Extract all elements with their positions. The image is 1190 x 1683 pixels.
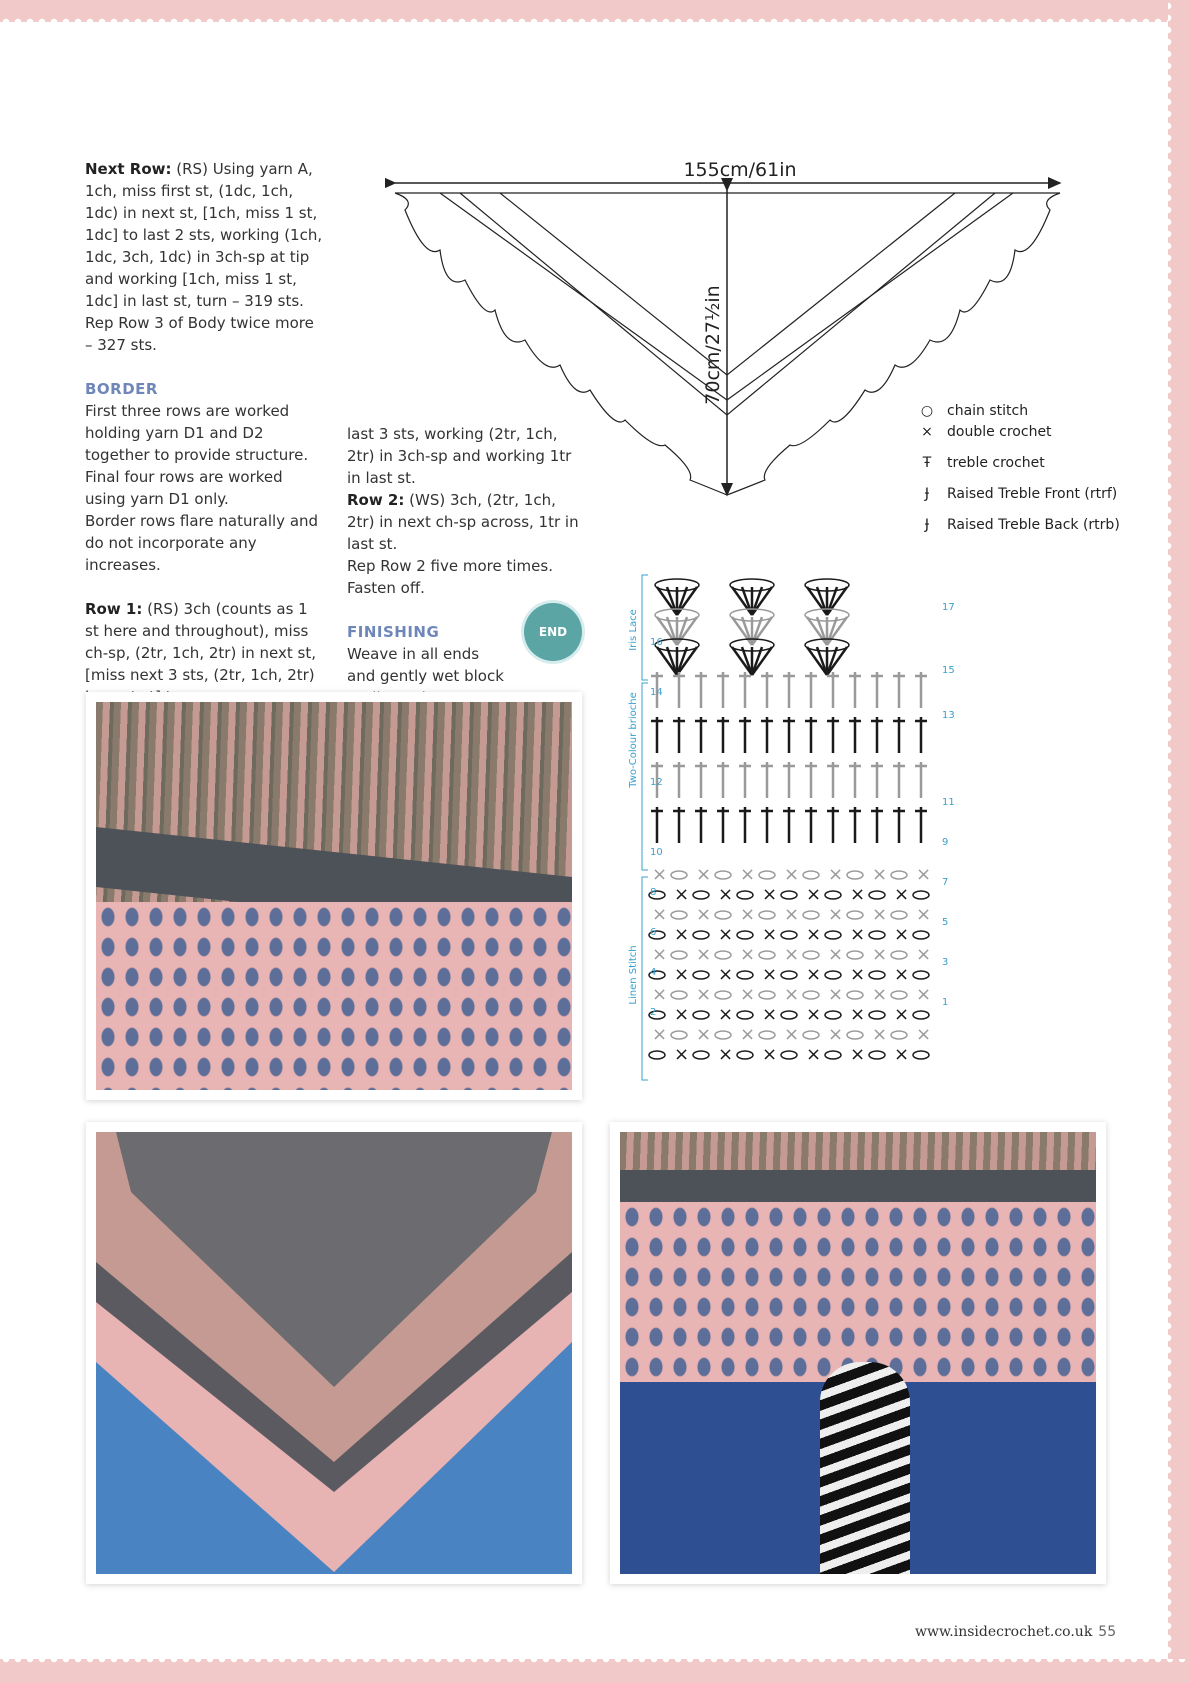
linen-chain-mark [737, 971, 753, 979]
linen-chain-mark [781, 891, 797, 899]
legend-label-treble: treble crochet [947, 455, 1045, 471]
linen-dc-mark: × [740, 904, 756, 925]
linen-chain-mark [693, 931, 709, 939]
linen-dc-mark: × [806, 964, 822, 985]
treble-crochet-symbol-icon: Ŧ [922, 455, 932, 471]
linen-chain-mark [869, 1051, 885, 1059]
linen-chain-mark [671, 951, 687, 959]
section-brackets [642, 575, 648, 1080]
linen-chain-mark [847, 871, 863, 879]
next-row-text: (RS) Using yarn A, 1ch, miss first st, (1dc, 1ch, 1dc) in next st, [1ch, miss 1 st, 1dc] to last 2 sts, working (1ch, 1dc, 3ch, 1dc) in 3ch-sp at tip and working [1ch, miss 1 st, 1dc] in last st, turn – 319 sts. [85, 160, 323, 310]
linen-dc-mark: × [652, 944, 668, 965]
row-number-left: 2 [650, 1007, 657, 1018]
linen-chain-mark [913, 1011, 929, 1019]
linen-chain-mark [825, 1051, 841, 1059]
linen-chain-mark [781, 1051, 797, 1059]
linen-dc-mark: × [872, 864, 888, 885]
linen-dc-mark: × [894, 1044, 910, 1065]
linen-dc-mark: × [916, 984, 932, 1005]
page-footer [915, 1624, 1116, 1640]
linen-chain-mark [693, 891, 709, 899]
linen-chain-mark [803, 991, 819, 999]
row2-label: Row 2: [347, 491, 405, 509]
linen-chain-mark [781, 971, 797, 979]
linen-dc-mark: × [828, 944, 844, 965]
linen-chain-mark [891, 911, 907, 919]
next-row-paragraph [85, 158, 325, 312]
linen-dc-mark: × [784, 864, 800, 885]
next-row-label: Next Row: [85, 160, 172, 178]
linen-dc-mark: × [696, 904, 712, 925]
linen-dc-mark: × [850, 884, 866, 905]
linen-chain-mark [671, 1031, 687, 1039]
linen-dc-mark: × [872, 1024, 888, 1045]
linen-dc-mark: × [674, 924, 690, 945]
linen-dc-mark: × [674, 884, 690, 905]
row-number-left: 14 [650, 687, 663, 698]
legend-label-rtrf: Raised Treble Front (rtrf) [947, 486, 1118, 502]
linen-dc-mark: × [784, 944, 800, 965]
row-number-right: 11 [942, 797, 955, 808]
border-paragraph-2: Final four rows are worked using yarn D1 only. [85, 468, 283, 508]
linen-dc-mark: × [718, 924, 734, 945]
linen-chain-mark [781, 1011, 797, 1019]
linen-dc-mark: × [850, 924, 866, 945]
linen-dc-mark: × [674, 964, 690, 985]
linen-dc-mark: × [784, 984, 800, 1005]
linen-dc-mark: × [916, 864, 932, 885]
photo-shawl-point-frame [86, 1122, 582, 1584]
double-crochet-symbol-icon: × [921, 424, 933, 440]
row-number-right: 5 [942, 917, 949, 928]
linen-chain-mark [759, 951, 775, 959]
linen-dc-mark: × [828, 1024, 844, 1045]
top-scalloped-border [0, 0, 1190, 22]
linen-chain-mark [671, 911, 687, 919]
stitch-legend [915, 400, 1125, 545]
finishing-heading: FINISHING [347, 623, 440, 641]
linen-dc-mark: × [916, 944, 932, 965]
linen-chain-mark [649, 1051, 665, 1059]
linen-chain-mark [913, 931, 929, 939]
linen-dc-mark: × [740, 864, 756, 885]
section-label-linen: Linen Stitch [628, 945, 639, 1005]
row-number-right: 7 [942, 877, 949, 888]
linen-dc-mark: × [828, 864, 844, 885]
linen-chain-mark [671, 991, 687, 999]
linen-dc-mark: × [762, 884, 778, 905]
linen-dc-mark: × [850, 964, 866, 985]
linen-chain-mark [891, 1031, 907, 1039]
linen-chain-mark [737, 891, 753, 899]
section-label-brioche: Two-Colour brioche [628, 692, 639, 788]
linen-dc-mark: × [652, 904, 668, 925]
linen-chain-mark [869, 931, 885, 939]
row-number-left: 4 [650, 967, 657, 978]
legend-label-chain: chain stitch [947, 403, 1029, 419]
bottom-scalloped-border [0, 1659, 1190, 1683]
border-heading: BORDER [85, 380, 158, 398]
linen-chain-mark [847, 1031, 863, 1039]
linen-dc-mark: × [916, 904, 932, 925]
linen-chain-mark [913, 891, 929, 899]
legend-label-rtrb: Raised Treble Back (rtrb) [947, 517, 1120, 533]
photo-worn-shawl [620, 1132, 1096, 1574]
linen-dc-mark: × [652, 864, 668, 885]
rep-row2-text: Rep Row 2 five more times. [347, 557, 553, 575]
linen-dc-mark: × [894, 924, 910, 945]
linen-dc-mark: × [652, 984, 668, 1005]
linen-dc-mark: × [850, 1004, 866, 1025]
linen-chain-mark [715, 1031, 731, 1039]
border-paragraph-1: First three rows are worked holding yarn D1 and D2 together to provide structure. [85, 402, 309, 464]
shawl-point-graphic [96, 1132, 572, 1574]
linen-chain-mark [737, 931, 753, 939]
linen-chain-mark [891, 951, 907, 959]
row2-text: (WS) 3ch, (2tr, 1ch, 2tr) in next ch-sp across, 1tr in last st. [347, 491, 579, 553]
linen-chain-mark [759, 871, 775, 879]
legend-item-double [915, 421, 1125, 443]
linen-dc-mark: × [828, 984, 844, 1005]
linen-chain-mark [847, 991, 863, 999]
linen-dc-mark: × [696, 984, 712, 1005]
row-number-right: 9 [942, 837, 949, 848]
linen-dc-mark: × [872, 984, 888, 1005]
linen-dc-mark: × [718, 1004, 734, 1025]
linen-chain-mark [825, 1011, 841, 1019]
linen-dc-mark: × [894, 884, 910, 905]
linen-chain-mark [869, 891, 885, 899]
linen-dc-mark: × [806, 884, 822, 905]
linen-dc-mark: × [696, 1024, 712, 1045]
legend-item-chain [915, 400, 1125, 422]
row-number-right: 1 [942, 997, 949, 1008]
legend-item-rtrb [915, 514, 1125, 536]
width-label: 155cm/61in [683, 159, 797, 181]
section-label-iris-lace: Iris Lace [628, 609, 639, 651]
linen-chain-mark [825, 971, 841, 979]
linen-dc-mark: × [674, 1004, 690, 1025]
row-number-right: 3 [942, 957, 949, 968]
linen-dc-mark: × [872, 904, 888, 925]
row-number-left: 6 [650, 927, 657, 938]
linen-dc-mark: × [916, 1024, 932, 1045]
linen-dc-mark: × [696, 864, 712, 885]
raised-treble-back-symbol-icon: Ɉ [924, 517, 930, 533]
linen-chain-mark [693, 971, 709, 979]
linen-chain-mark [803, 951, 819, 959]
linen-chain-mark [891, 991, 907, 999]
footer-url: www.insidecrochet.co.uk [915, 1624, 1093, 1640]
photo-worn-shawl-frame [610, 1122, 1106, 1584]
linen-chain-mark [869, 971, 885, 979]
chart-stitch-marks [649, 579, 931, 1065]
linen-chain-mark [693, 1051, 709, 1059]
linen-chain-mark [913, 971, 929, 979]
linen-chain-mark [825, 891, 841, 899]
page-number: 55 [1098, 1624, 1117, 1640]
legend-label-double: double crochet [947, 424, 1052, 440]
legend-item-rtrf [915, 483, 1125, 505]
stitch-chart [612, 555, 967, 1095]
linen-chain-mark [825, 931, 841, 939]
photo-border-closeup [96, 702, 572, 1090]
linen-dc-mark: × [718, 1044, 734, 1065]
rep-row-text: Rep Row 3 of Body twice more – 327 sts. [85, 314, 314, 354]
linen-chain-mark [891, 871, 907, 879]
linen-dc-mark: × [674, 1044, 690, 1065]
continuation-text: last 3 sts, working (2tr, 1ch, 2tr) in 3ch-sp and working 1tr in last st. [347, 425, 572, 487]
row-number-left: 12 [650, 777, 663, 788]
linen-dc-mark: × [806, 1004, 822, 1025]
linen-chain-mark [869, 1011, 885, 1019]
row-number-right: 13 [942, 710, 955, 721]
row1-label: Row 1: [85, 600, 143, 618]
linen-dc-mark: × [894, 964, 910, 985]
row1-text: (RS) 3ch (counts as 1 st here and throughout), miss ch-sp, (2tr, 1ch, 2tr) in next st, [miss next 3 sts, (2tr, 1ch, 2tr) [85, 600, 316, 684]
legend-item-treble [915, 452, 1125, 474]
linen-dc-mark: × [850, 1044, 866, 1065]
raised-treble-front-symbol-icon: Ɉ [924, 486, 930, 502]
border-paragraph-3: Border rows flare naturally and do not incorporate any increases. [85, 512, 319, 574]
depth-label: 70cm/27½in [702, 285, 724, 405]
linen-dc-mark: × [806, 924, 822, 945]
row-number-right: 15 [942, 665, 955, 676]
linen-dc-mark: × [806, 1044, 822, 1065]
linen-dc-mark: × [894, 1004, 910, 1025]
linen-dc-mark: × [740, 944, 756, 965]
linen-chain-mark [847, 951, 863, 959]
linen-chain-mark [671, 871, 687, 879]
linen-dc-mark: × [652, 1024, 668, 1045]
photo-shawl-point [96, 1132, 572, 1574]
linen-chain-mark [803, 1031, 819, 1039]
linen-chain-mark [803, 911, 819, 919]
linen-chain-mark [847, 911, 863, 919]
linen-chain-mark [693, 1011, 709, 1019]
row-number-left: 16 [650, 637, 663, 648]
linen-chain-mark [913, 1051, 929, 1059]
left-text-column [85, 158, 325, 708]
photo-border-closeup-frame [86, 692, 582, 1100]
linen-chain-mark [759, 911, 775, 919]
linen-dc-mark: × [718, 964, 734, 985]
linen-chain-mark [737, 1011, 753, 1019]
right-scalloped-border [1168, 0, 1190, 1683]
end-badge: END [524, 603, 582, 661]
linen-dc-mark: × [762, 1004, 778, 1025]
row-number-right: 17 [942, 602, 955, 613]
row-number-left: 8 [650, 887, 657, 898]
linen-dc-mark: × [696, 944, 712, 965]
linen-chain-mark [715, 871, 731, 879]
linen-chain-mark [715, 991, 731, 999]
fasten-off-text: Fasten off. [347, 579, 425, 597]
linen-chain-mark [759, 991, 775, 999]
linen-dc-mark: × [784, 904, 800, 925]
linen-chain-mark [781, 931, 797, 939]
linen-dc-mark: × [762, 964, 778, 985]
linen-chain-mark [803, 871, 819, 879]
linen-dc-mark: × [740, 984, 756, 1005]
linen-chain-mark [715, 911, 731, 919]
linen-dc-mark: × [784, 1024, 800, 1045]
row-number-left: 10 [650, 847, 663, 858]
linen-chain-mark [715, 951, 731, 959]
chain-stitch-symbol-icon: ○ [920, 403, 934, 419]
linen-chain-mark [759, 1031, 775, 1039]
linen-dc-mark: × [718, 884, 734, 905]
linen-dc-mark: × [740, 1024, 756, 1045]
linen-chain-mark [737, 1051, 753, 1059]
finishing-text: Weave in all ends and gently wet block [347, 645, 504, 685]
linen-dc-mark: × [762, 1044, 778, 1065]
linen-dc-mark: × [872, 944, 888, 965]
linen-dc-mark: × [762, 924, 778, 945]
linen-dc-mark: × [828, 904, 844, 925]
